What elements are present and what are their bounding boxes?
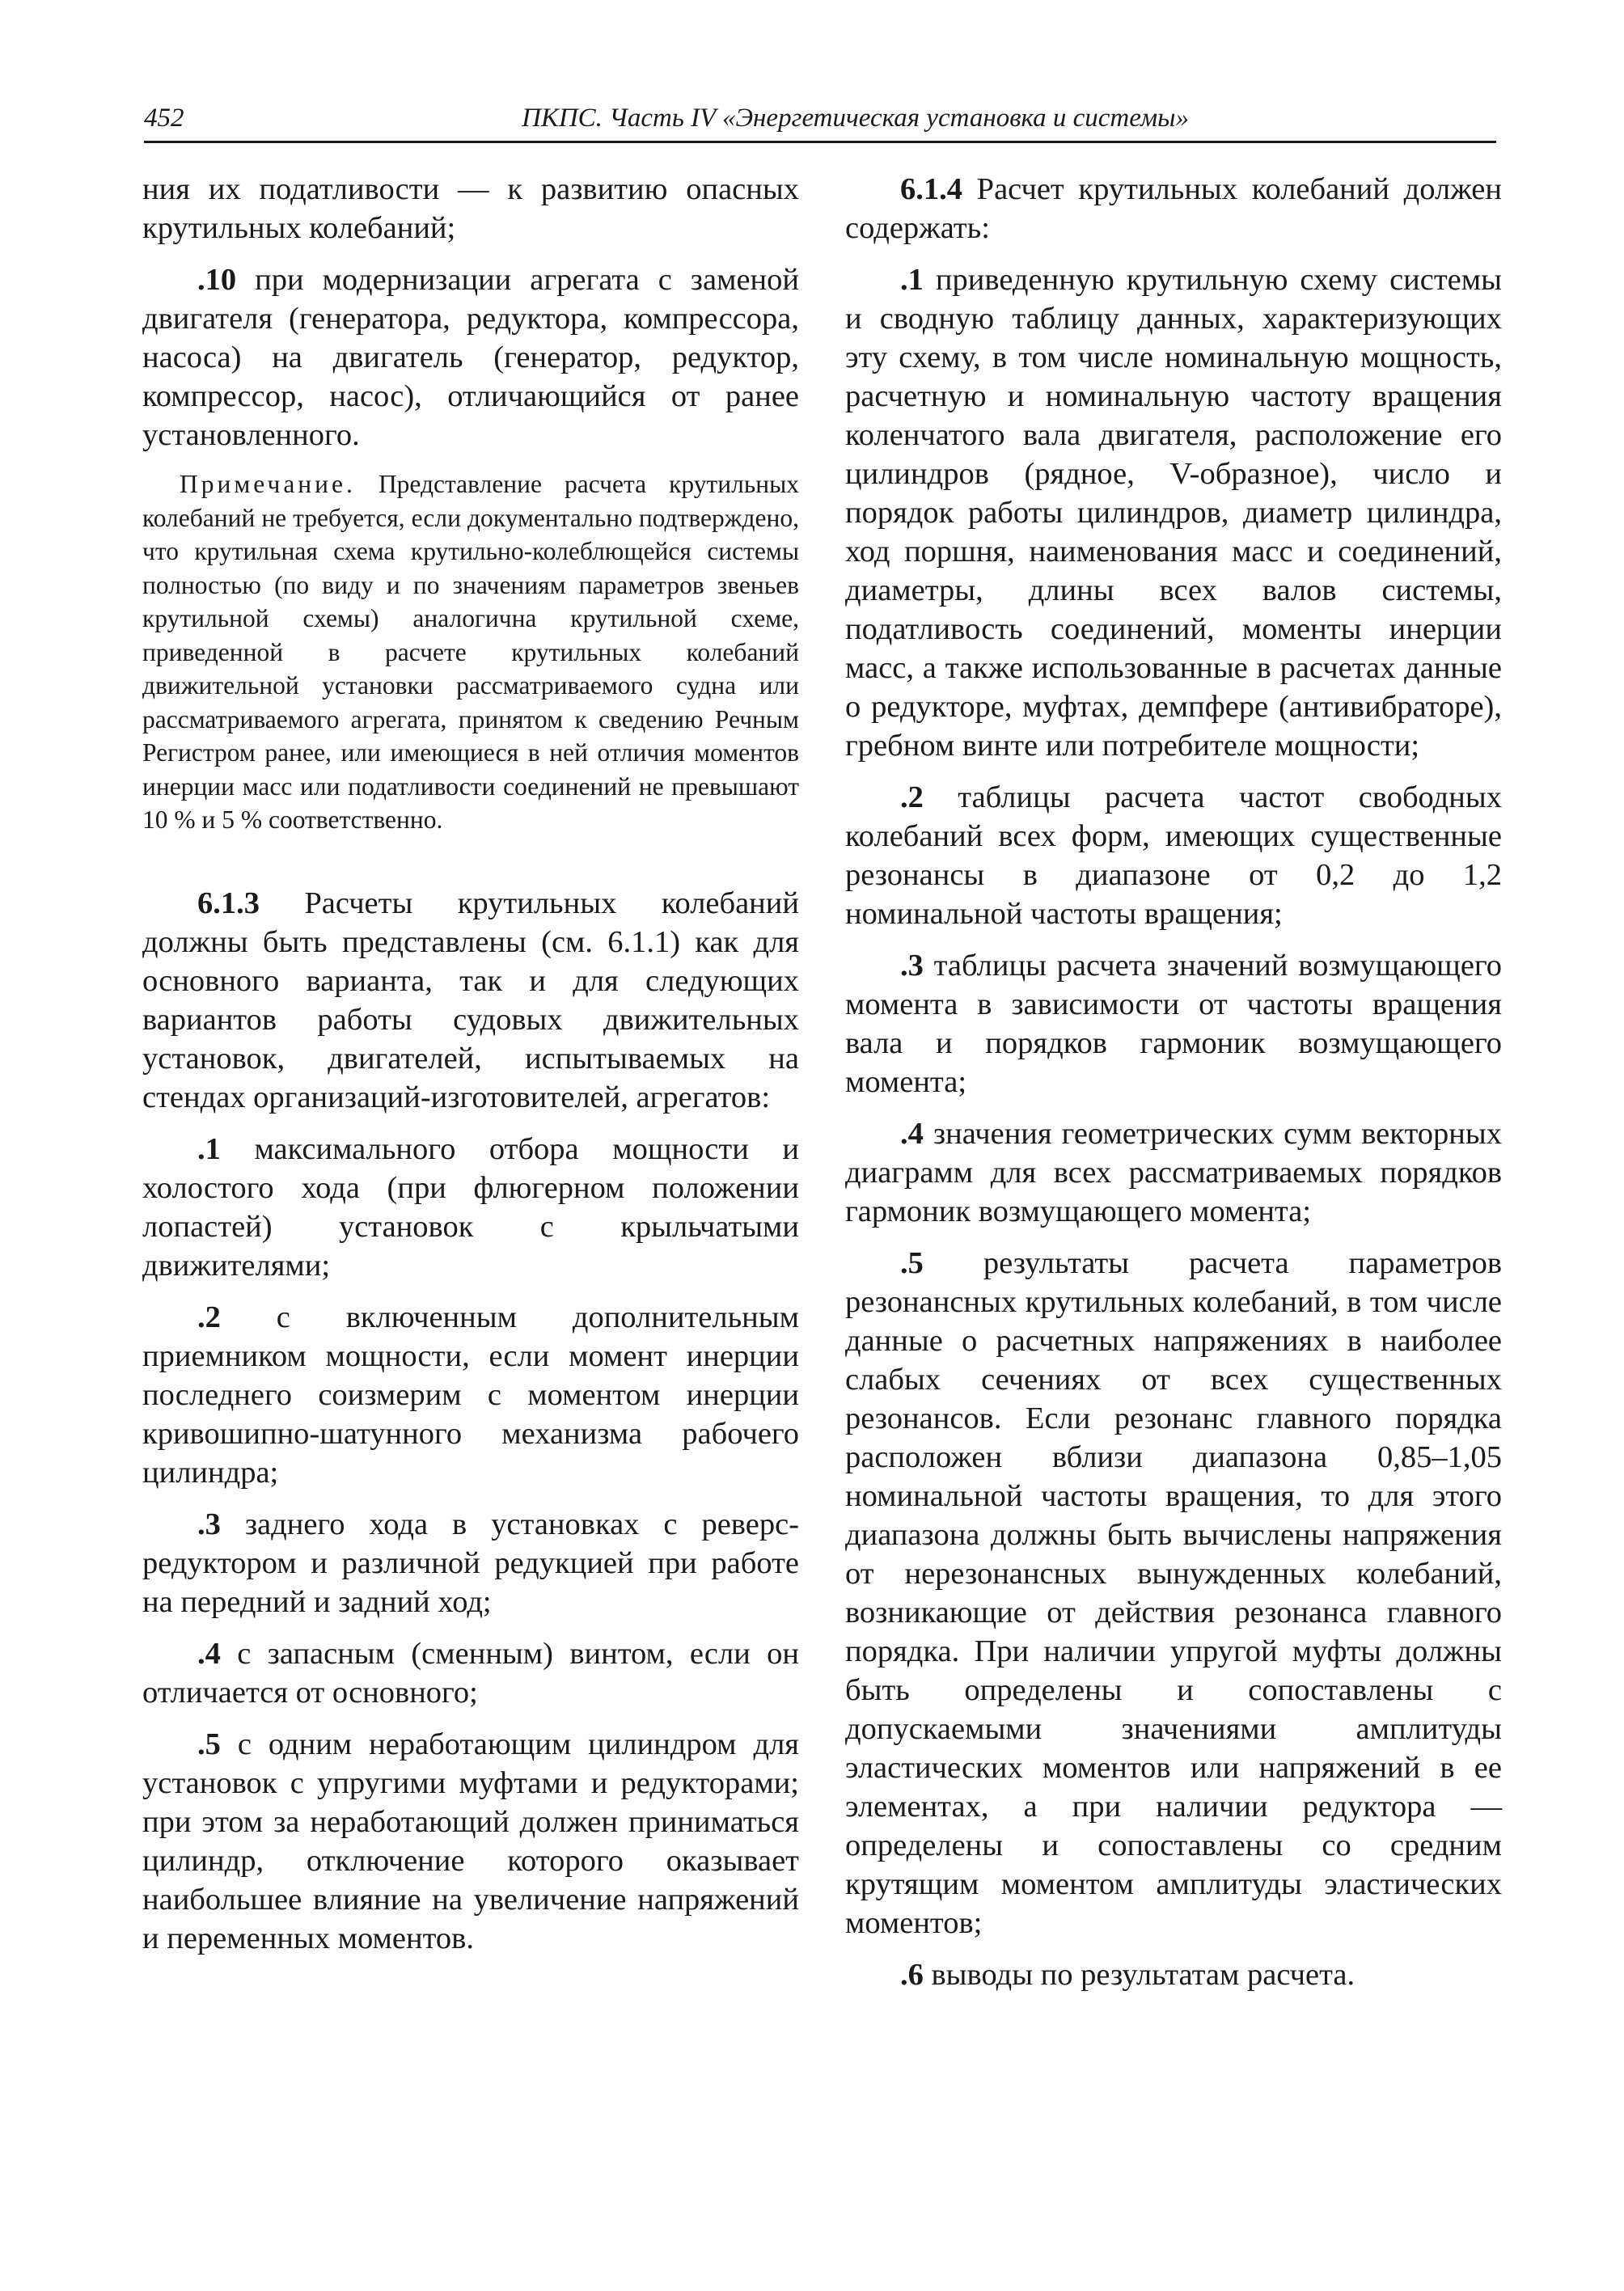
item-text: с включенным дополнительным приемником мощности, если момент инерции последнего соизмерим с моментом инерции кривошипно-шатунного механизма рабочего цилиндра; [142, 1300, 799, 1490]
list-item [845, 260, 1502, 765]
item-number: .3 [900, 949, 924, 983]
item-text: выводы по результатам расчета. [923, 1958, 1355, 1992]
note-text: Представление расчета крутильных колебаний не требуется, если документально подтверждено, что крутильная схема крутильно-колеблющейся системы полностью (по виду и по значениям параметров звеньев крутильной схемы) аналогична крутильной схеме, приведенной в расчете крутильных колебаний движительной установки рассматриваемого судна или рассматриваемого агрегата, принятом к сведению Речным Регистром ранее, или имеющиеся в ней отличия моментов инерции масс или податливости соединений не превышают 10 % и 5 % соответственно. [142, 470, 799, 834]
item-number: .2 [197, 1300, 221, 1334]
item-text: результаты расчета параметров резонансных крутильных колебаний, в том числе данные о расчетных напряжениях в наиболее слабых сечениях от всех существенных резонансов. Если резонанс главного порядка расположен вблизи диапазона 0,85–1,05 номинальной частоты вращения, то для этого диапазона должны быть вычислены напряжения от нерезонансных вынужденных колебаний, возникающие от действия резонанса главного порядка. При наличии упругой муфты должны быть определены и сопоставлены с допускаемыми значениями амплитуды эластических моментов или напряжений в ее элементах, а при наличии редуктора — определены и сопоставлены со средним крутящим моментом амплитуды эластических моментов; [845, 1246, 1502, 1940]
list-item [142, 1634, 799, 1712]
left-column [142, 170, 799, 1958]
item-text: заднего хода в установках с реверс-редуктором и различной редукцией при работе на передний и задний ход; [142, 1507, 799, 1619]
note [142, 467, 799, 837]
section-number: 6.1.3 [197, 886, 260, 920]
item-number: .2 [900, 780, 924, 814]
note-label: Примечание. [180, 470, 356, 498]
item-number: .6 [900, 1958, 924, 1992]
list-item [142, 1130, 799, 1285]
running-title: ПКПС. Часть IV «Энергетическая установка и системы» [522, 104, 1189, 133]
list-item-10 [142, 260, 799, 454]
item-number: .5 [900, 1246, 924, 1280]
list-item [845, 1955, 1502, 1994]
right-column [845, 170, 1502, 1994]
item-text: максимального отбора мощности и холостого хода (при флюгерном положении лопастей) установок с крыльчатыми движителями; [142, 1131, 799, 1283]
section-text: Расчеты крутильных колебаний должны быть представлены (см. 6.1.1) как для основного варианта, так и для следующих вариантов работы судовых движительных установок, двигателей, испытываемых на стендах организаций-изготовителей, агрегатов: [142, 886, 799, 1114]
section-6-1-4 [845, 170, 1502, 247]
item-text: таблицы расчета значений возмущающего момента в зависимости от частоты вращения вала и порядков гармоник возмущающего момента; [845, 949, 1502, 1099]
section-number: 6.1.4 [900, 172, 962, 206]
list-item [142, 1298, 799, 1492]
item-number: .5 [197, 1727, 221, 1761]
item-text: с одним неработающим цилиндром для установок с упругими муфтами и редукторами; при этом за неработающий должен приниматься цилиндр, отключение которого оказывает наибольшее влияние на увеличение напряжений и переменных моментов. [142, 1727, 799, 1955]
list-item [845, 778, 1502, 933]
list-item [845, 1114, 1502, 1231]
page-number: 452 [144, 104, 184, 133]
page-header [144, 99, 1496, 143]
item-number: .1 [900, 263, 924, 297]
item-text: приведенную крутильную схему системы и сводную таблицу данных, характеризующих эту схему, в том числе номинальную мощность, расчетную и номинальную частоту вращения коленчатого вала двигателя, расположение его цилиндров (рядное, V-образное), число и порядок работы цилиндров, диаметр цилиндра, ход поршня, наименования масс и соединений, диаметры, длины всех валов системы, податливость соединений, моменты инерции масс, а также использованные в расчетах данные о редукторе, муфтах, демпфере (антивибраторе), гребном винте или потребителе мощности; [845, 263, 1502, 763]
item-number: .4 [900, 1117, 924, 1151]
item-text: таблицы расчета частот свободных колебаний всех форм, имеющих существенные резонансы в диапазоне от 0,2 до 1,2 номинальной частоты вращения; [845, 780, 1502, 931]
list-item [142, 1725, 799, 1958]
section-6-1-3 [142, 884, 799, 1117]
item-number: .3 [197, 1507, 221, 1541]
section-text: Расчет крутильных колебаний должен содержать: [845, 172, 1502, 245]
continued-paragraph: ния их податливости — к развитию опасных крутильных колебаний; [142, 172, 799, 245]
item-text: значения геометрических сумм векторных диаграмм для всех рассматриваемых порядков гармоник возмущающего момента; [845, 1117, 1502, 1228]
item-number: .1 [197, 1131, 221, 1166]
list-item [845, 1244, 1502, 1942]
item-number: .4 [197, 1636, 221, 1671]
list-item [142, 1505, 799, 1621]
list-item [845, 946, 1502, 1101]
item-number: .10 [197, 263, 237, 297]
item-text: при модернизации агрегата с заменой двигателя (генератора, редуктора, компрессора, насоса) на двигатель (генератор, редуктор, компрессор, насос), отличающийся от ранее установленного. [142, 263, 799, 452]
item-text: с запасным (сменным) винтом, если он отличается от основного; [142, 1636, 799, 1710]
